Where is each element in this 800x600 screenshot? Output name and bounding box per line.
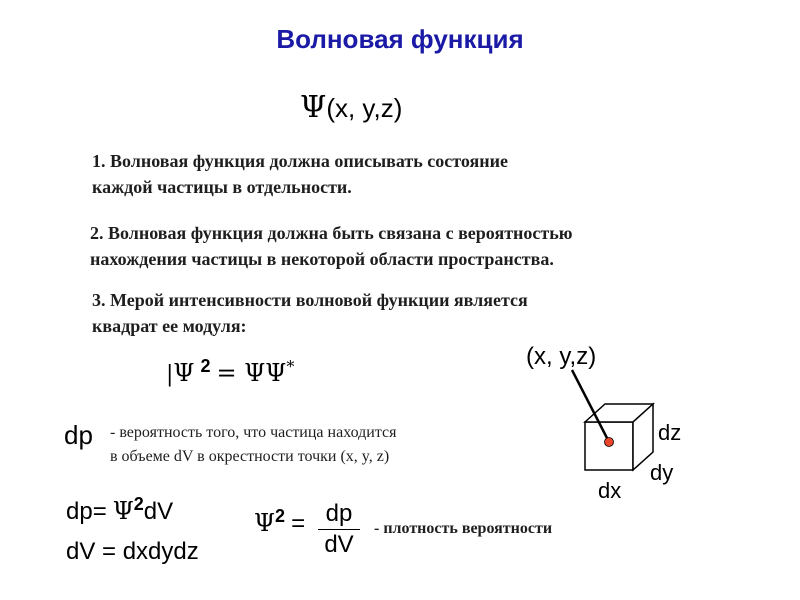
- formula-dV: dV = dxdydz: [66, 538, 199, 565]
- point-2-line-2: нахождения частицы в некоторой области пространства.: [90, 249, 554, 269]
- formula-dp-power: 2: [133, 494, 144, 514]
- dp-symbol: dp: [64, 420, 93, 450]
- density-numerator: dp: [325, 500, 353, 527]
- point-2-line-1: 2. Волновая функция должна быть связана с вероятностью: [90, 223, 573, 243]
- modulus-rhs: = ΨΨ: [216, 359, 287, 387]
- density-note: - плотность вероятности: [374, 520, 553, 537]
- point-1-line-1: 1. Волновая функция должна описывать состояние: [92, 151, 508, 171]
- psi-arguments: (x, y,z): [326, 93, 403, 123]
- modulus-bar: |: [166, 362, 174, 387]
- formula-dp-tail: dV: [143, 498, 174, 525]
- conjugate-star: *: [286, 357, 295, 376]
- probability-desc-line-2: в объеме dV в окрестности точки (x, y, z): [110, 448, 390, 465]
- formula-dp: [66, 494, 173, 526]
- density-power: 2: [275, 506, 286, 526]
- density-lhs: [254, 506, 305, 538]
- density-eq: =: [291, 510, 306, 537]
- fraction-bar: [318, 529, 360, 530]
- modulus-psi: Ψ: [173, 359, 195, 387]
- point-3: [92, 287, 528, 339]
- formula-dp-psi: Ψ: [112, 497, 134, 525]
- density-psi: Ψ: [254, 509, 276, 537]
- cube-dz-label: dz: [658, 420, 682, 445]
- probability-description: [110, 421, 396, 469]
- cube-dy-label: dy: [650, 460, 674, 485]
- modulus-power: 2: [200, 356, 211, 376]
- psi-expression: [300, 90, 402, 125]
- probability-desc-line-1: - вероятность того, что частица находится: [110, 424, 397, 441]
- density-fraction: [318, 500, 360, 559]
- point-2: [90, 220, 573, 272]
- cube-dx-label: dx: [598, 478, 622, 503]
- formula-dp-eq: =: [92, 498, 107, 525]
- formula-dp-lhs: dp: [66, 498, 93, 525]
- density-denominator: dV: [324, 531, 354, 558]
- cube-point-marker: [605, 438, 614, 447]
- cube-point-label: (x, y,z): [526, 343, 597, 370]
- point-3-line-2: квадрат ее модуля:: [92, 316, 247, 336]
- modulus-formula: [166, 356, 294, 388]
- point-1-line-2: каждой частицы в отдельности.: [92, 177, 352, 197]
- point-1: [92, 148, 508, 200]
- volume-cube-diagram: [500, 330, 720, 510]
- psi-symbol: Ψ: [300, 90, 327, 125]
- point-3-line-1: 3. Мерой интенсивности волновой функции является: [92, 290, 528, 310]
- slide-title: Волновая функция: [276, 24, 524, 54]
